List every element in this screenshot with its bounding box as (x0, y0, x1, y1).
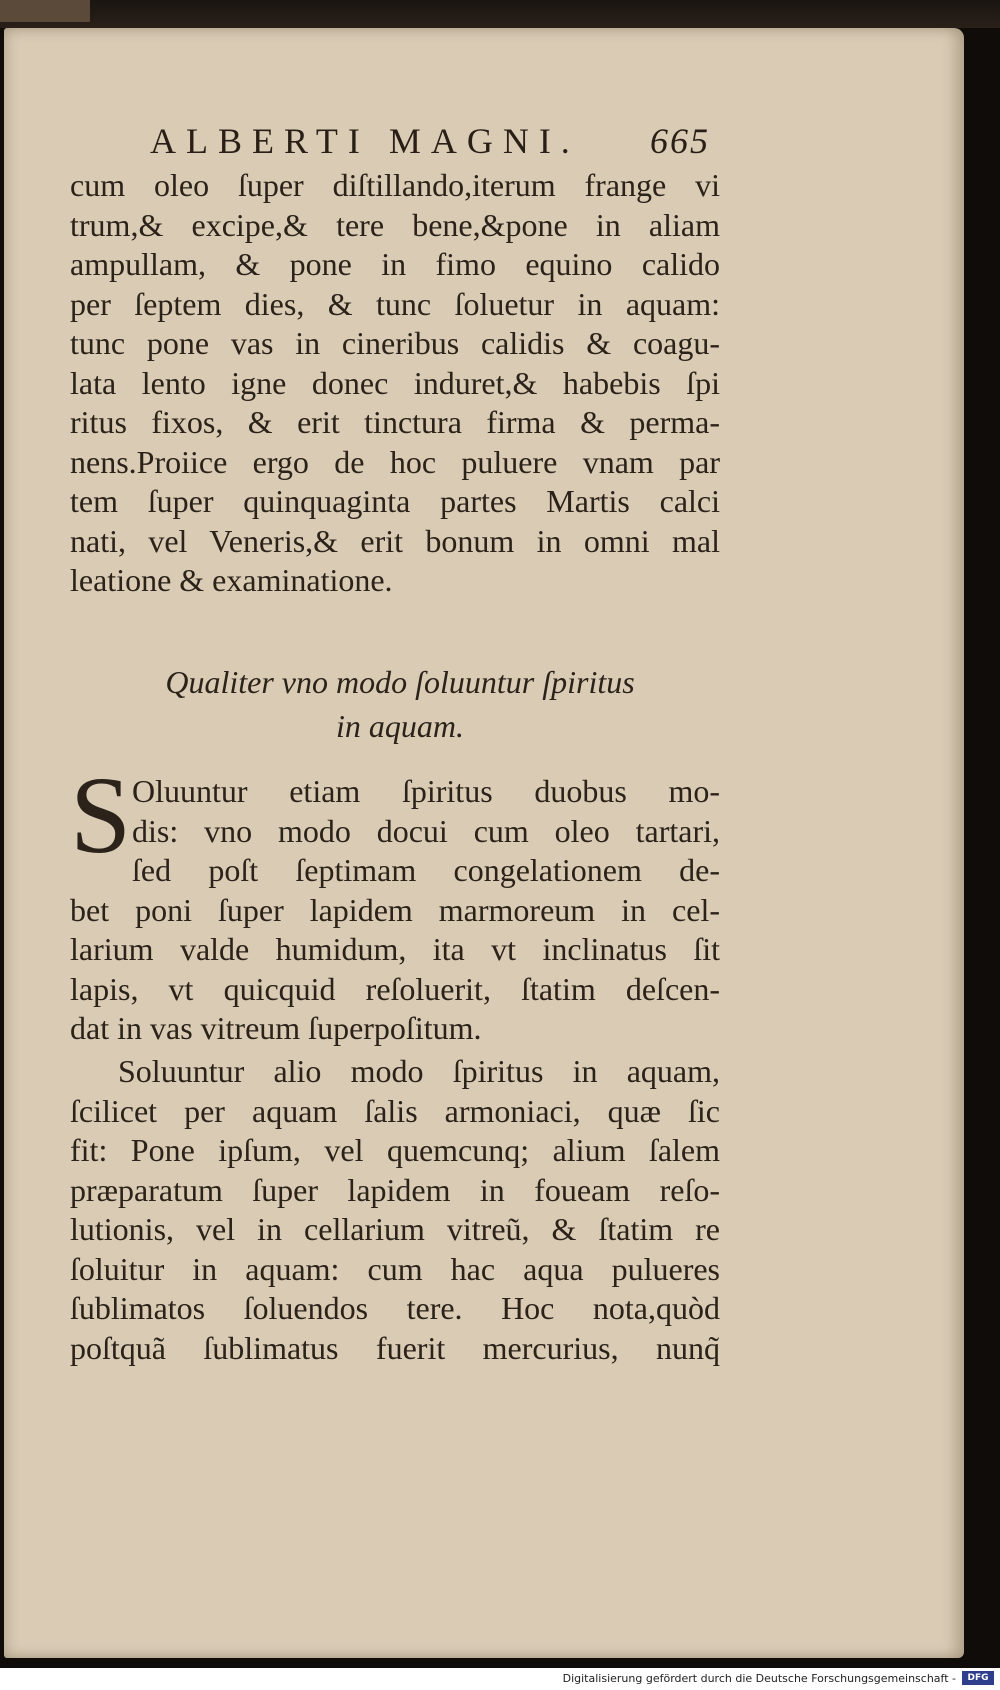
text-line: nens.Proiice ergo de hoc puluere vnam par (70, 443, 720, 480)
text-line: fit: Pone ipſum, vel quemcunq; alium ſalem (70, 1132, 720, 1168)
text-line: lutionis, vel in cellarium vitreũ, & ſtatim re (70, 1211, 720, 1247)
text-line: ſoluitur in aquam: cum hac aqua pulueres (70, 1250, 720, 1287)
paragraph-3 (70, 1052, 720, 1368)
text-line: tem ſuper quinquaginta partes Martis calci (70, 483, 720, 519)
text-line: cum oleo ſuper diſtillando,iterum frange vi (70, 167, 720, 203)
text-line: leatione & examinatione. (70, 562, 393, 598)
digitization-credit: Digitalisierung gefördert durch die Deutsche Forschungsgemeinschaft - (562, 1672, 956, 1685)
binding-strip (0, 0, 90, 22)
text-line: ſed poſt ſeptimam congelationem de- (132, 852, 720, 888)
text-line: ampullam, & pone in fimo equino calido (70, 246, 720, 282)
section-heading-line-1: Qualiter vno modo ſoluuntur ſpiritus (165, 664, 635, 700)
text-line: dis: vno modo docui cum oleo tartari, (132, 812, 720, 849)
running-head (150, 120, 710, 162)
text-line: per ſeptem dies, & tunc ſoluetur in aquam: (70, 285, 720, 322)
paragraph-2 (70, 772, 720, 1049)
dfg-logo: DFG (962, 1671, 994, 1685)
text-line: ſcilicet per aquam ſalis armoniaci, quæ ſic (70, 1092, 720, 1129)
section-heading-line-2: in aquam. (336, 708, 464, 744)
section-heading (120, 660, 680, 748)
text-line: ſublimatos ſoluendos tere. Hoc nota,quòd (70, 1290, 720, 1326)
text-line: præparatum ſuper lapidem in foueam reſo- (70, 1171, 720, 1208)
text-line: poſtquã ſublimatus fuerit mercurius, nunq̃ (70, 1329, 720, 1366)
text-line: lata lento igne donec induret,& habebis ſpi (70, 364, 720, 401)
text-line: Soluuntur alio modo ſpiritus in aquam, (118, 1053, 720, 1089)
text-line: Oluuntur etiam ſpiritus duobus mo- (132, 773, 720, 809)
text-line: trum,& excipe,& tere bene,&pone in aliam (70, 206, 720, 243)
text-line: lapis, vt quicquid reſoluerit, ſtatim deſcen- (70, 970, 720, 1007)
text-line: ritus fixos, & erit tinctura firma & perma- (70, 404, 720, 440)
running-title: ALBERTI MAGNI. (150, 121, 580, 161)
drop-cap: S (70, 754, 132, 876)
text-line: larium valde humidum, ita vt inclinatus ſit (70, 931, 720, 967)
page-number: 665 (650, 121, 710, 161)
top-gutter (0, 0, 1000, 28)
text-line: dat in vas vitreum ſuperpoſitum. (70, 1010, 482, 1046)
text-line: nati, vel Veneris,& erit bonum in omni mal (70, 522, 720, 559)
paragraph-1 (70, 166, 720, 601)
text-line: tunc pone vas in cineribus calidis & coagu- (70, 325, 720, 361)
text-line: bet poni ſuper lapidem marmoreum in cel- (70, 891, 720, 928)
